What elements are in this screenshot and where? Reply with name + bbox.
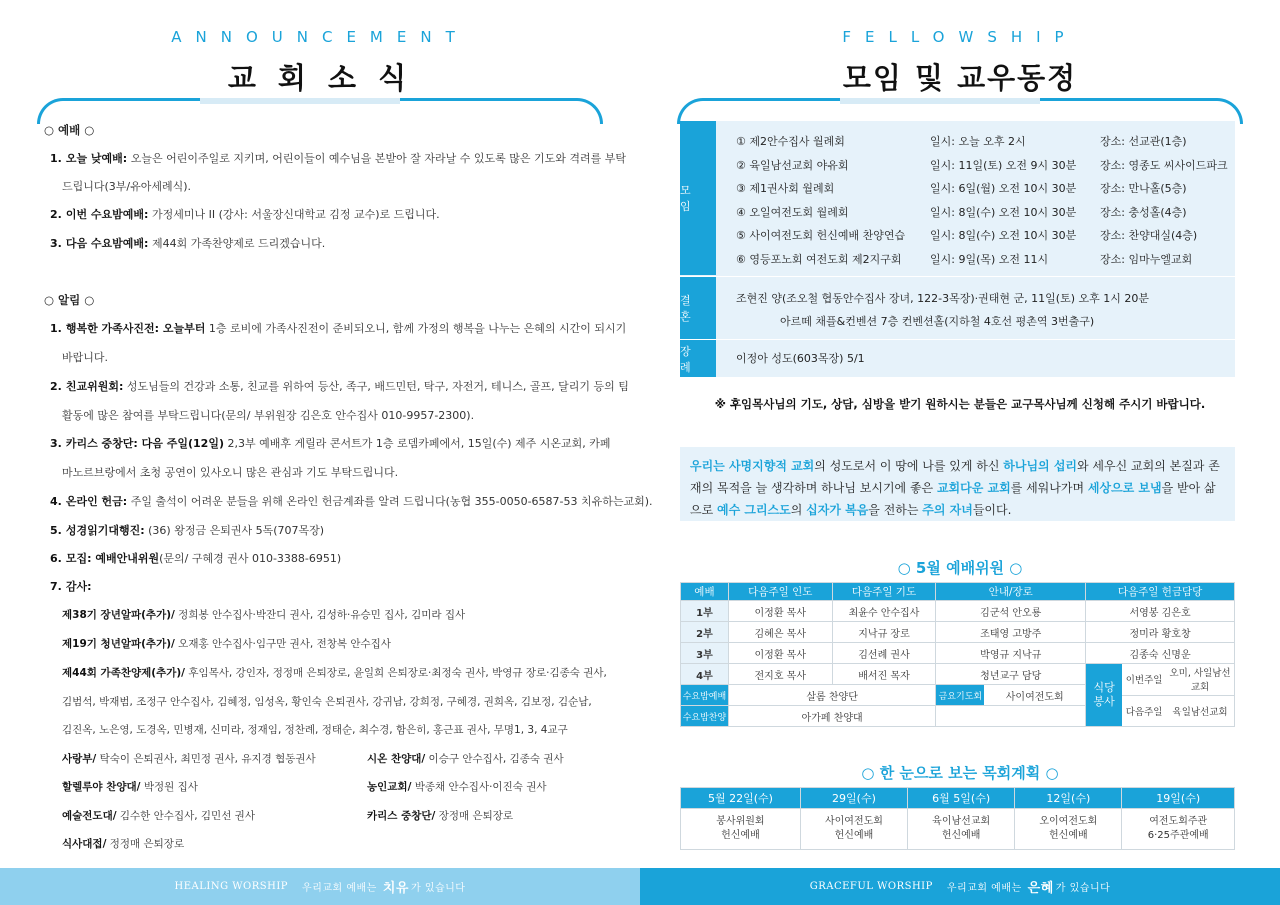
notice-item xyxy=(50,493,653,509)
mission-text: 를 세워나가며 xyxy=(1010,481,1088,495)
service-title: ○ 5월 예배위원 ○ xyxy=(897,559,1023,577)
thanks-heading: 사랑부/ xyxy=(62,753,97,765)
notice-item xyxy=(50,578,92,594)
thanks-heading: 식사대접/ xyxy=(62,838,107,850)
mission-highlight: 예수 그리스도 xyxy=(717,503,791,517)
wednesday-label: 수요밤예배 xyxy=(681,685,729,706)
meal-row xyxy=(1122,664,1234,696)
item-heading: 모집: 예배안내위원 xyxy=(65,552,160,565)
notice-item xyxy=(50,378,629,394)
item-text: 2,3부 예배후 게릴라 콘서트가 1층 로뎀카페에서, 15일(수) 제주 시온교회, 카페 xyxy=(223,437,611,450)
service-lead: 이정환 목사 xyxy=(728,643,832,664)
service-prayer: 김선례 권사 xyxy=(832,643,936,664)
service-label: 4부 xyxy=(681,664,729,685)
item-text: (36) 왕정금 은퇴권사 5독(707목장) xyxy=(144,524,325,537)
mission-statement xyxy=(680,447,1235,521)
meal-when: 다음주일 xyxy=(1125,706,1163,718)
thanks-heading: 할렐루야 찬양대/ xyxy=(62,781,141,793)
item-text: 1층 로비에 가족사진전이 준비되오니, 함께 가정의 행복을 나누는 은혜의 시간이 되시기 xyxy=(205,322,627,335)
friday-label: 금요기도회 xyxy=(936,685,984,705)
mission-highlight: 교회다운 교회 xyxy=(936,481,1011,495)
fellowship-eng-title: FELLOWSHIP xyxy=(842,28,1078,46)
wedding-text-2: 아르떼 채플&컨벤션 7층 컨벤션홀(지하철 4호선 평촌역 3번출구) xyxy=(780,315,1095,328)
service-row xyxy=(681,664,1235,685)
friday-value: 사이여전도회 xyxy=(1005,691,1064,703)
service-header: 다음주일 기도 xyxy=(832,583,936,601)
footer-right xyxy=(640,868,1280,905)
footer-right-pre: 우리교회 예배는 xyxy=(946,883,1022,894)
service-lead: 김혜은 목사 xyxy=(728,622,832,643)
thanks-text: 이승구 안수집사, 김종숙 권사 xyxy=(425,753,564,765)
service-offering: 김종숙 신명운 xyxy=(1086,643,1235,664)
item-number: 7. xyxy=(50,580,62,593)
meal-who: 오미, 사일남선교회 xyxy=(1169,668,1231,694)
thanks-line xyxy=(62,665,607,680)
friday-block xyxy=(936,685,1085,705)
thanks-line xyxy=(62,722,568,737)
thanks-text: 탁숙이 은퇴권사, 최민정 권사, 유지경 협동권사 xyxy=(96,753,316,765)
meeting-time: 일시: 9일(목) 오전 11시 xyxy=(930,252,1049,266)
item-number: 1. xyxy=(50,322,62,335)
item-heading: 온라인 헌금: xyxy=(65,495,128,508)
funeral-label: 장 례 xyxy=(680,340,716,377)
footer-left-big: 치유 xyxy=(382,881,409,896)
plan-line-1: 육이남선교회 xyxy=(932,816,991,827)
announcement-eng-title: ANNOUNCEMENT xyxy=(171,28,469,46)
service-label: 1부 xyxy=(681,601,729,622)
meeting-time: 일시: 6일(월) 오전 10시 30분 xyxy=(930,182,1077,195)
service-row xyxy=(681,622,1235,643)
thanks-line xyxy=(62,751,316,766)
notice-item xyxy=(50,435,611,451)
wedding-text-1: 조현진 양(조오철 협동안수집사 장녀, 122-3목장)·권태현 군, 11일(토) 오후 1시 20분 xyxy=(736,292,1149,305)
service-prayer: 배서진 목자 xyxy=(832,664,936,685)
footer-right-post: 가 있습니다 xyxy=(1055,883,1111,894)
plan-date: 19일(수) xyxy=(1122,788,1235,809)
item-text: 제44회 가족찬양제로 드리겠습니다. xyxy=(148,237,326,250)
meeting-name: ② 육일남선교회 야유회 xyxy=(736,158,849,172)
meal-when: 이번주일 xyxy=(1125,675,1163,687)
item-number: 3. xyxy=(50,437,62,450)
meeting-place: 장소: 영종도 씨사이드파크 xyxy=(1100,158,1228,172)
mission-highlight: 십자가 복음 xyxy=(806,503,869,517)
meeting-time: 일시: 8일(수) 오전 10시 30분 xyxy=(930,229,1077,242)
meeting-place: 장소: 찬양대실(4층) xyxy=(1100,229,1198,242)
footer-right-eng: GRACEFUL WORSHIP xyxy=(809,881,933,892)
thanks-text: 후임목사, 강인자, 정정매 은퇴장로, 윤일희 은퇴장로·최정숙 권사, 박영규 장로·김종숙 권사, xyxy=(185,667,607,679)
notice-header: ○ 알림 ○ xyxy=(44,293,95,307)
item-number: 2. xyxy=(50,380,62,393)
plan-date: 6월 5일(수) xyxy=(908,788,1015,809)
plan-cell xyxy=(1122,809,1235,850)
service-guide: 조태영 고방주 xyxy=(936,622,1086,643)
thanks-heading: 예술전도대/ xyxy=(62,810,117,822)
mission-highlight: 세상으로 보냄 xyxy=(1087,481,1162,495)
thanks-text: 김범석, 박재범, 조정구 안수집사, 김혜정, 임성옥, 황인숙 은퇴권사, 강귀남, 강희정, 구혜경, 권희옥, 김보정, 김순남, xyxy=(62,696,592,708)
thanks-line xyxy=(62,836,184,851)
item-number: 2. xyxy=(50,208,62,221)
plan-line-2: 헌신예배 xyxy=(721,830,760,841)
service-table xyxy=(680,582,1235,727)
item-text: 가정세미나 II (강사: 서울장신대학교 김정 교수)로 드립니다. xyxy=(148,208,440,221)
mission-text: 와 세우신 교회의 본질과 존재의 목적을 늘 생각하며 하나님 보시기에 좋은 xyxy=(690,459,1220,495)
notice-item-cont: 마노르브랑에서 초청 공연이 있사오니 많은 관심과 기도 부탁드립니다. xyxy=(62,466,399,479)
footer-right-big: 은혜 xyxy=(1027,881,1054,896)
plan-line-2: 헌신예배 xyxy=(834,830,874,841)
item-number: 1. xyxy=(50,152,62,165)
meeting-time: 일시: 8일(수) 오전 10시 30분 xyxy=(930,205,1077,219)
worship-item xyxy=(50,206,440,222)
meeting-name: ⑥ 영등포노회 여전도회 제2지구회 xyxy=(736,252,902,266)
service-header: 안내/장로 xyxy=(936,583,1086,601)
plan-line-2: 헌신예배 xyxy=(941,830,981,841)
plan-date: 5월 22일(수) xyxy=(681,788,801,809)
meal-service-block xyxy=(1086,664,1234,726)
item-text: 오늘은 어린이주일로 지키며, 어린이들이 예수님을 본받아 잘 자라날 수 있도록 많은 기도와 격려를 부탁 xyxy=(127,152,626,165)
thanks-heading: 제44회 가족찬양제(추가)/ xyxy=(62,667,185,679)
thanks-heading: 제38기 장년알파(추가)/ xyxy=(62,609,175,621)
meal-row xyxy=(1122,696,1234,727)
thanks-text: 박정원 집사 xyxy=(140,781,198,793)
service-row xyxy=(681,601,1235,622)
item-heading: 친교위원회: xyxy=(65,380,124,393)
item-heading: 다음 수요밤예배: xyxy=(65,237,149,250)
meal-who: 육일남선교회 xyxy=(1172,706,1228,718)
item-text: 주일 출석이 어려운 분들을 위해 온라인 헌금계좌를 알려 드립니다(농협 355-0050-6587-53 치유하는교회). xyxy=(127,495,653,508)
thanks-text: 오재홍 안수집사·임구만 권사, 전창복 안수집사 xyxy=(174,638,391,650)
item-heading: 행복한 가족사진전: 오늘부터 xyxy=(65,322,206,335)
plan-cell xyxy=(800,809,907,850)
meeting-label: 모 임 xyxy=(680,121,716,275)
service-guide: 청년교구 담당 xyxy=(936,664,1086,685)
footer-left-pre: 우리교회 예배는 xyxy=(302,883,377,894)
service-guide: 박영규 지낙규 xyxy=(936,643,1086,664)
plan-line-1: 봉사위원회 xyxy=(716,816,765,827)
meeting-time: 일시: 11일(토) 오전 9시 30분 xyxy=(930,158,1077,172)
empty-cell xyxy=(936,706,1086,727)
meal-label: 식당봉사 xyxy=(1086,664,1122,726)
thanks-heading: 시온 찬양대/ xyxy=(367,753,426,765)
mission-highlight: 우리는 사명지향적 교회 xyxy=(690,459,815,473)
item-number: 5. xyxy=(50,524,62,537)
meeting-place: 장소: 만나홀(5층) xyxy=(1100,182,1187,195)
notice-item-cont: 바랍니다. xyxy=(62,351,109,364)
wednesday-value: 살롬 찬양단 xyxy=(728,685,935,706)
meeting-name: ③ 제1권사회 월례회 xyxy=(736,182,835,195)
meal-service-cell xyxy=(1086,664,1235,727)
notice-item xyxy=(50,320,626,336)
plan-cell xyxy=(908,809,1015,850)
notice-item xyxy=(50,550,341,566)
item-number: 3. xyxy=(50,237,62,250)
mission-text: 의 성도로서 이 땅에 나를 있게 하신 xyxy=(814,459,1004,473)
plan-line-1: 여전도회주관 xyxy=(1149,816,1208,827)
meeting-name: ⑤ 사이여전도회 헌신예배 찬양연습 xyxy=(736,229,906,242)
item-text: (문의/ 구혜경 권사 010-3388-6951) xyxy=(159,552,342,565)
item-heading: 성경읽기대행진: xyxy=(65,524,145,537)
meeting-place: 장소: 충성홀(4층) xyxy=(1100,205,1187,219)
service-header: 다음주일 헌금담당 xyxy=(1086,583,1235,601)
funeral-text: 이정아 성도(603목장) 5/1 xyxy=(736,352,865,365)
thanks-text: 김진옥, 노은영, 도경옥, 민병재, 신미라, 정재임, 정찬례, 정태순, 최수경, 함은히, 홍근표 권사, 무명1, 3, 4교구 xyxy=(62,724,568,736)
thanks-heading: 제19기 청년알파(추가)/ xyxy=(62,638,175,650)
thanks-line xyxy=(367,808,513,823)
footer-left-eng: HEALING WORSHIP xyxy=(174,881,289,892)
service-prayer: 최윤수 안수집사 xyxy=(832,601,936,622)
thanks-text: 박종채 안수집사·이진숙 권사 xyxy=(411,781,547,793)
wedding-label: 결 혼 xyxy=(680,277,716,339)
worship-item xyxy=(50,150,626,166)
thanks-heading: 카리스 중창단/ xyxy=(367,810,436,822)
meeting-place: 장소: 임마누엘교회 xyxy=(1100,252,1193,266)
service-lead: 이정환 목사 xyxy=(728,601,832,622)
thanks-line xyxy=(367,779,547,794)
mission-highlight: 하나님의 섭리 xyxy=(1003,459,1078,473)
mission-text: 을 받아 삶으로 xyxy=(690,481,1216,517)
meeting-name: ④ 오일여전도회 월례회 xyxy=(736,205,849,219)
service-guide: 김군석 안오룡 xyxy=(936,601,1086,622)
thanks-line xyxy=(367,751,564,766)
mission-text: 들이다. xyxy=(972,503,1012,517)
thanks-line xyxy=(62,607,465,622)
service-label: 2부 xyxy=(681,622,729,643)
item-heading: 오늘 낮예배: xyxy=(65,152,128,165)
plan-line-1: 사이여전도회 xyxy=(824,816,883,827)
announcement-page xyxy=(0,0,640,868)
footer-left-post: 가 있습니다 xyxy=(410,883,466,894)
thanks-text: 정정매 은퇴장로 xyxy=(106,838,185,850)
announcement-divider-accent xyxy=(200,98,400,104)
mission-text: 의 xyxy=(790,503,807,517)
plan-table xyxy=(680,787,1235,850)
service-row xyxy=(681,643,1235,664)
plan-cell xyxy=(681,809,801,850)
worship-item xyxy=(50,235,325,251)
service-offering: 서영봉 김은호 xyxy=(1086,601,1235,622)
thanks-line xyxy=(62,694,592,709)
thanks-line xyxy=(62,636,391,651)
notice-item-cont: 활동에 많은 참여를 부탁드립니다(문의/ 부위원장 김은호 안수집사 010-9957-2300). xyxy=(62,409,475,422)
wednesday-song-value: 아가페 찬양대 xyxy=(728,706,935,727)
worship-item-cont: 드립니다(3부/유아세례식). xyxy=(62,180,192,193)
item-heading: 카리스 중창단: 다음 주일(12일) xyxy=(65,437,224,450)
service-header: 예배 xyxy=(681,583,729,601)
plan-line-1: 오이여전도회 xyxy=(1039,816,1098,827)
mission-highlight: 주의 자녀 xyxy=(922,503,973,517)
fellowship-divider-accent xyxy=(840,98,1040,104)
meeting-name: ① 제2안수집사 월례회 xyxy=(736,135,845,148)
service-header: 다음주일 인도 xyxy=(728,583,832,601)
wednesday-song-label: 수요밤찬양 xyxy=(681,706,729,727)
meal-rows xyxy=(1122,664,1234,726)
thanks-text: 정희봉 안수집사·박잔디 권사, 김성하·유승민 집사, 김미라 집사 xyxy=(174,609,466,621)
service-prayer: 지낙규 장로 xyxy=(832,622,936,643)
plan-cell xyxy=(1015,809,1122,850)
announcement-title: 교 회 소 식 xyxy=(227,61,413,95)
footer-left xyxy=(0,868,640,905)
item-number: 6. xyxy=(50,552,62,565)
plan-date: 12일(수) xyxy=(1015,788,1122,809)
plan-line-2: 6·25주관예배 xyxy=(1147,830,1209,841)
thanks-line xyxy=(62,808,255,823)
meeting-time: 일시: 오늘 오후 2시 xyxy=(930,135,1026,148)
worship-header: ○ 예배 ○ xyxy=(44,123,95,137)
friday-cell xyxy=(936,685,1086,706)
service-lead: 전지호 목사 xyxy=(728,664,832,685)
pastor-notice: ※ 후임목사님의 기도, 상담, 심방을 받기 원하시는 분들은 교구목사님께 신청해 주시기 바랍니다. xyxy=(714,397,1206,411)
meeting-place: 장소: 선교관(1층) xyxy=(1100,135,1187,148)
service-label: 3부 xyxy=(681,643,729,664)
divider xyxy=(680,276,1235,277)
divider xyxy=(680,339,1235,340)
notice-item xyxy=(50,522,324,538)
thanks-heading: 농인교회/ xyxy=(367,781,412,793)
plan-date: 29일(수) xyxy=(800,788,907,809)
thanks-line xyxy=(62,779,198,794)
item-number: 4. xyxy=(50,495,62,508)
plan-line-2: 헌신예배 xyxy=(1049,830,1088,841)
thanks-text: 김수한 안수집사, 김민선 권사 xyxy=(116,810,255,822)
thanks-text: 장정매 은퇴장로 xyxy=(435,810,514,822)
item-text: 성도님들의 건강과 소통, 친교를 위하여 등산, 족구, 배드민턴, 탁구, 자전거, 테니스, 골프, 달리기 등의 팀 xyxy=(123,380,629,393)
service-offering: 정미라 황호창 xyxy=(1086,622,1235,643)
item-heading: 감사: xyxy=(65,580,92,593)
plan-title: ○ 한 눈으로 보는 목회계획 ○ xyxy=(861,764,1059,782)
item-heading: 이번 수요밤예배: xyxy=(65,208,149,221)
mission-text: 을 전하는 xyxy=(868,503,923,517)
fellowship-title: 모임 및 교우동정 xyxy=(842,61,1078,95)
